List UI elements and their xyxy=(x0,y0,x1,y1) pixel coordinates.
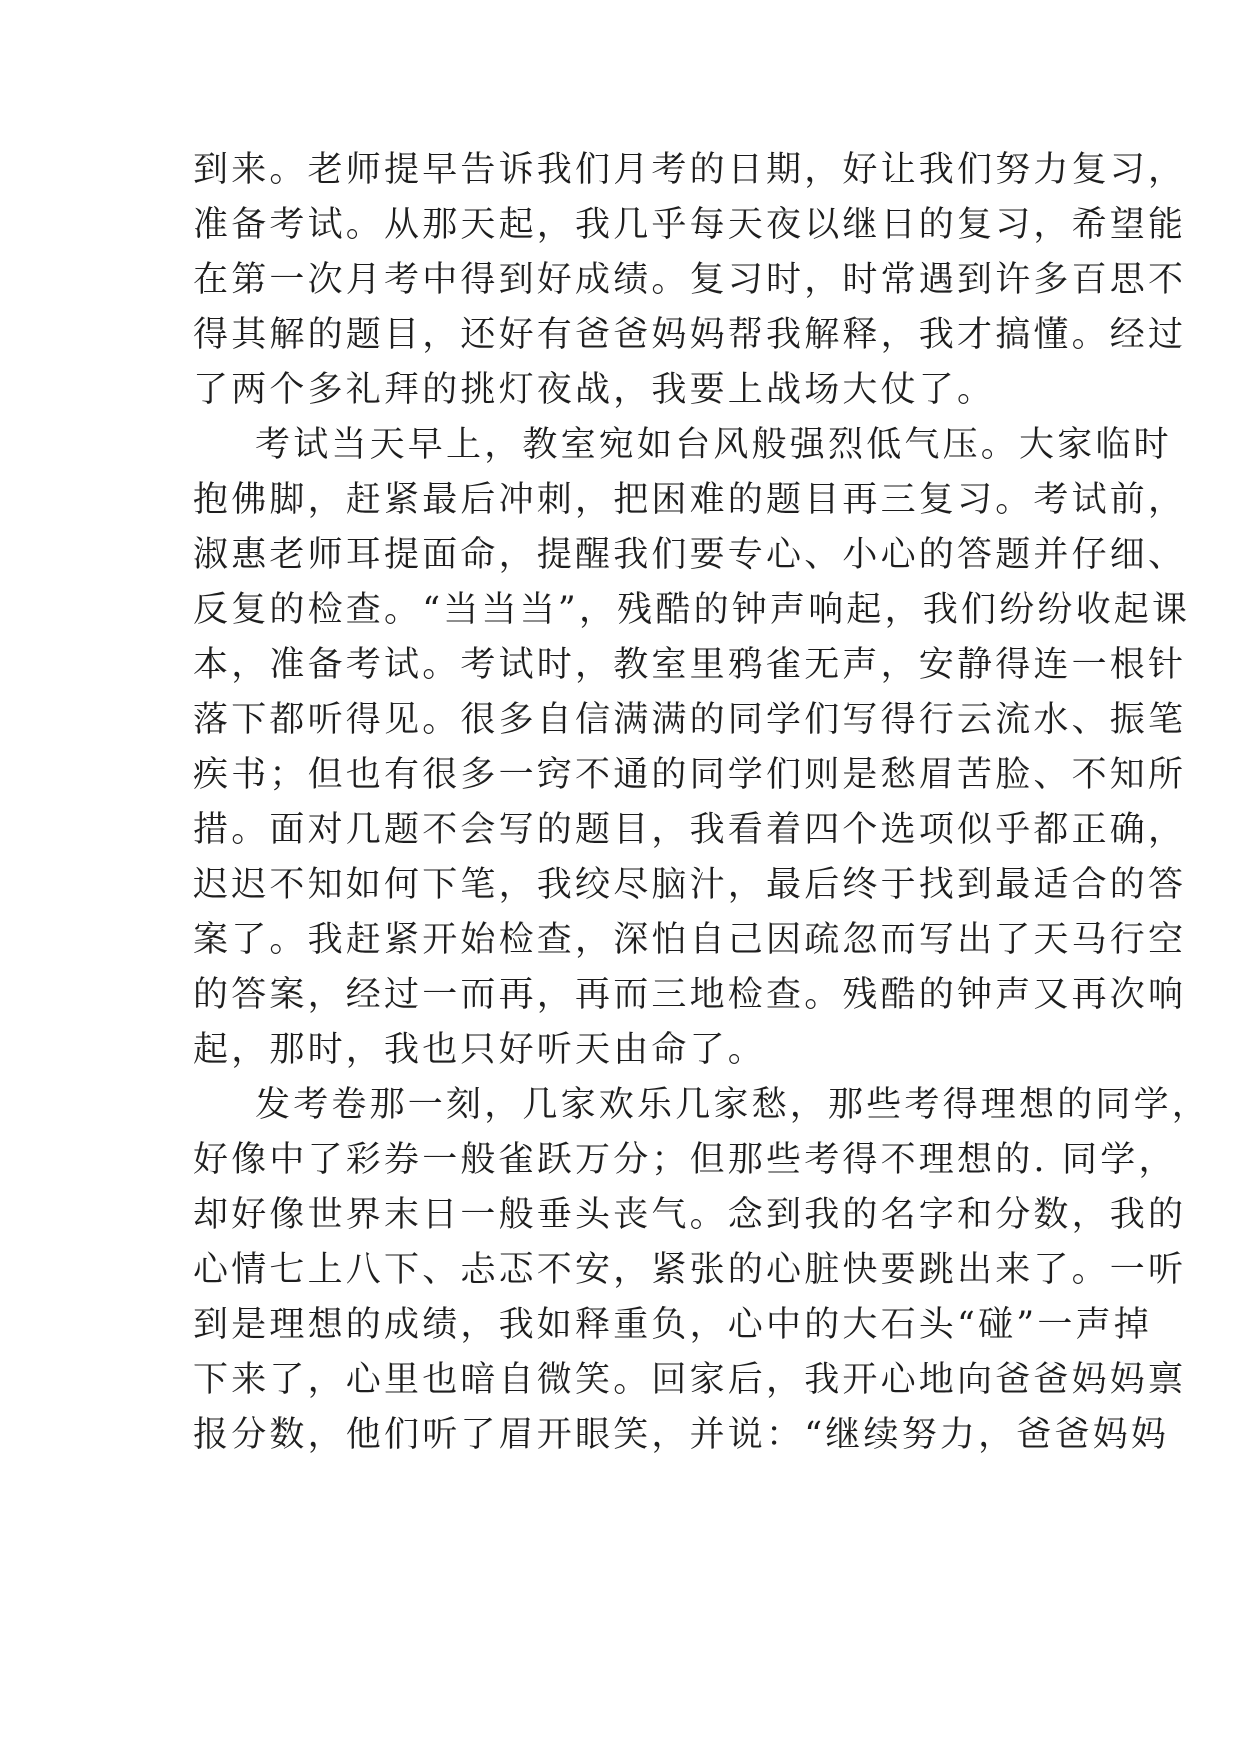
text-line: 抱佛脚，赶紧最后冲刺，把困难的题目再三复习。考试前， xyxy=(193,480,1187,520)
text-line: 到来。老师提早告诉我们月考的日期，好让我们努力复习， xyxy=(193,150,1187,190)
text-line: 的答案，经过一而再，再而三地检查。残酷的钟声又再次响 xyxy=(193,975,1187,1015)
text-line: 淑惠老师耳提面命，提醒我们要专心、小心的答题并仔细、 xyxy=(193,535,1187,575)
text-line: 好像中了彩券一般雀跃万分；但那些考得不理想的. 同学， xyxy=(193,1140,1177,1180)
text-line: 起，那时，我也只好听天由命了。 xyxy=(193,1030,767,1070)
text-line: 措。面对几题不会写的题目，我看着四个选项似乎都正确， xyxy=(193,810,1187,850)
text-line: 报分数，他们听了眉开眼笑，并说：“继续努力，爸爸妈妈 xyxy=(193,1415,1170,1455)
text-line: 本，准备考试。考试时，教室里鸦雀无声，安静得连一根针 xyxy=(193,645,1187,685)
text-line: 了两个多礼拜的挑灯夜战，我要上战场大仗了。 xyxy=(193,370,996,410)
text-line: 在第一次月考中得到好成绩。复习时，时常遇到许多百思不 xyxy=(193,260,1187,300)
text-line: 准备考试。从那天起，我几乎每天夜以继日的复习，希望能 xyxy=(193,205,1187,245)
text-line: 迟迟不知如何下笔，我绞尽脑汁，最后终于找到最适合的答 xyxy=(193,865,1187,905)
text-line: 却好像世界末日一般垂头丧气。念到我的名字和分数，我的 xyxy=(193,1195,1187,1235)
text-line: 下来了，心里也暗自微笑。回家后，我开心地向爸爸妈妈禀 xyxy=(193,1360,1187,1400)
text-line: 心情七上八下、忐忑不安，紧张的心脏快要跳出来了。一听 xyxy=(193,1250,1187,1290)
text-line: 案了。我赶紧开始检查，深怕自己因疏忽而写出了天马行空 xyxy=(193,920,1187,960)
text-line: 疾书；但也有很多一窍不通的同学们则是愁眉苦脸、不知所 xyxy=(193,755,1187,795)
paragraph-first-line: 考试当天早上，教室宛如台风般强烈低气压。大家临时 xyxy=(255,425,1172,465)
paragraph-first-line: 发考卷那一刻，几家欢乐几家愁，那些考得理想的同学， xyxy=(255,1085,1211,1125)
text-line: 落下都听得见。很多自信满满的同学们写得行云流水、振笔 xyxy=(193,700,1187,740)
text-line: 反复的检查。“当当当”，残酷的钟声响起，我们纷纷收起课 xyxy=(193,590,1191,630)
text-line: 到是理想的成绩，我如释重负，心中的大石头“碰”一声掉 xyxy=(193,1305,1152,1345)
text-line: 得其解的题目，还好有爸爸妈妈帮我解释，我才搞懂。经过 xyxy=(193,315,1187,355)
